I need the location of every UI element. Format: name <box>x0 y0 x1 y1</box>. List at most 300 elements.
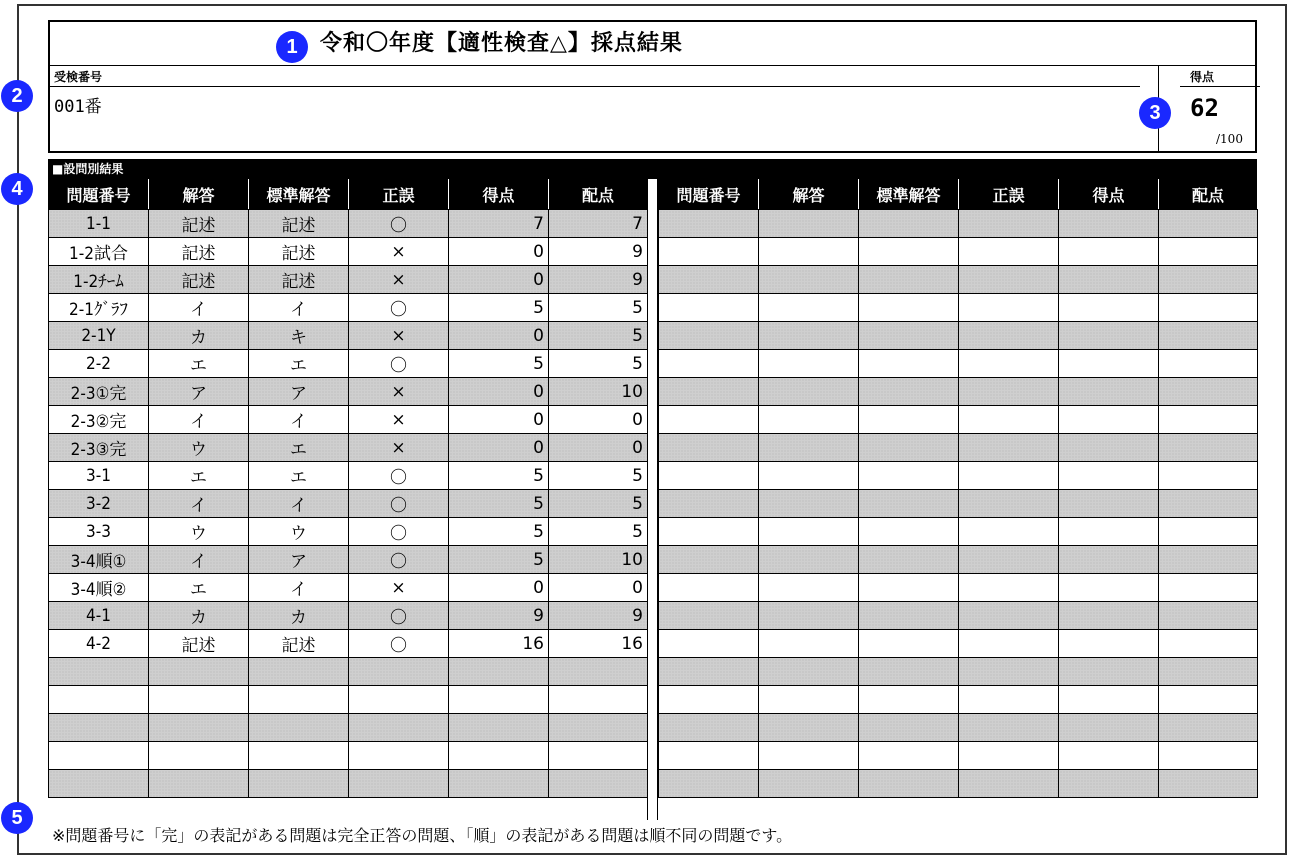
empty-cell <box>659 630 759 658</box>
column-header: 正誤 <box>349 180 449 210</box>
cell-q: 2-3③完 <box>49 434 149 462</box>
cell-standard: 記述 <box>249 630 349 658</box>
badge-4: 4 <box>1 173 33 205</box>
column-header: 配点 <box>1159 180 1258 210</box>
empty-cell <box>959 658 1059 686</box>
empty-cell <box>1159 350 1258 378</box>
empty-cell <box>659 686 759 714</box>
cell-answer: 記述 <box>149 630 249 658</box>
column-header: 正誤 <box>959 180 1059 210</box>
cell-score: 5 <box>449 462 549 490</box>
total-score-underline <box>1180 86 1260 87</box>
table-row <box>659 434 1258 462</box>
cell-score: 0 <box>449 378 549 406</box>
cell-standard: イ <box>249 574 349 602</box>
cell-points <box>549 686 648 714</box>
empty-cell <box>759 714 859 742</box>
footnote: ※問題番号に「完」の表記がある問題は完全正答の問題、「順」の表記がある問題は順不同の問題です。 <box>52 826 793 845</box>
cell-standard: 記述 <box>249 210 349 238</box>
empty-cell <box>859 630 959 658</box>
empty-cell <box>759 686 859 714</box>
cell-standard: ア <box>249 378 349 406</box>
empty-cell <box>959 602 1059 630</box>
empty-cell <box>659 378 759 406</box>
cell-judge: × <box>349 322 449 350</box>
cell-points: 0 <box>549 406 648 434</box>
empty-cell <box>859 210 959 238</box>
badge-5: 5 <box>1 802 33 834</box>
badge-2: 2 <box>1 80 33 112</box>
cell-q: 4-2 <box>49 630 149 658</box>
cell-judge: × <box>349 238 449 266</box>
cell-answer: エ <box>149 462 249 490</box>
table-header-row <box>49 180 648 210</box>
cell-judge <box>349 714 449 742</box>
cell-answer: イ <box>149 490 249 518</box>
cell-points: 10 <box>549 378 648 406</box>
table-row <box>49 378 648 406</box>
table-row <box>659 238 1258 266</box>
empty-cell <box>959 210 1059 238</box>
cell-points <box>549 714 648 742</box>
empty-cell <box>759 490 859 518</box>
table-row <box>49 406 648 434</box>
cell-q: 1-1 <box>49 210 149 238</box>
cell-score: 7 <box>449 210 549 238</box>
empty-cell <box>1159 742 1258 770</box>
empty-cell <box>759 434 859 462</box>
cell-answer <box>149 686 249 714</box>
cell-standard: エ <box>249 434 349 462</box>
table-row <box>659 546 1258 574</box>
empty-cell <box>759 238 859 266</box>
cell-points: 9 <box>549 238 648 266</box>
empty-cell <box>759 602 859 630</box>
cell-judge: × <box>349 574 449 602</box>
cell-q: 1-2試合 <box>49 238 149 266</box>
empty-cell <box>659 714 759 742</box>
empty-cell <box>659 770 759 798</box>
empty-cell <box>759 322 859 350</box>
empty-cell <box>759 462 859 490</box>
cell-q <box>49 770 149 798</box>
cell-judge <box>349 770 449 798</box>
cell-judge: 〇 <box>349 210 449 238</box>
table-header-row <box>659 180 1258 210</box>
empty-cell <box>859 378 959 406</box>
empty-cell <box>959 238 1059 266</box>
table-row <box>49 686 648 714</box>
cell-q: 2-2 <box>49 350 149 378</box>
column-header: 問題番号 <box>49 180 149 210</box>
empty-cell <box>859 462 959 490</box>
cell-points: 5 <box>549 490 648 518</box>
cell-q: 1-2ﾁｰﾑ <box>49 266 149 294</box>
table-row <box>659 322 1258 350</box>
cell-answer: イ <box>149 294 249 322</box>
empty-cell <box>759 630 859 658</box>
empty-cell <box>1159 770 1258 798</box>
empty-cell <box>959 546 1059 574</box>
empty-cell <box>1159 518 1258 546</box>
table-row <box>659 406 1258 434</box>
column-header: 標準解答 <box>249 180 349 210</box>
column-header: 得点 <box>449 180 549 210</box>
table-row <box>49 210 648 238</box>
cell-q <box>49 714 149 742</box>
cell-judge: 〇 <box>349 294 449 322</box>
cell-standard <box>249 714 349 742</box>
empty-cell <box>959 742 1059 770</box>
empty-cell <box>659 462 759 490</box>
table-row <box>49 350 648 378</box>
cell-judge: 〇 <box>349 630 449 658</box>
empty-cell <box>1159 406 1258 434</box>
table-row <box>49 630 648 658</box>
cell-judge: 〇 <box>349 350 449 378</box>
table-row <box>659 490 1258 518</box>
table-row <box>659 574 1258 602</box>
column-header: 配点 <box>549 180 648 210</box>
empty-cell <box>659 518 759 546</box>
empty-cell <box>1059 322 1159 350</box>
exam-number-underline <box>50 86 1140 87</box>
cell-q: 3-4順① <box>49 546 149 574</box>
total-score-max: /100 <box>1216 132 1243 146</box>
results-table-left <box>48 179 648 798</box>
cell-score: 5 <box>449 518 549 546</box>
empty-cell <box>659 490 759 518</box>
cell-standard: ア <box>249 546 349 574</box>
cell-q <box>49 658 149 686</box>
cell-answer <box>149 742 249 770</box>
cell-points: 5 <box>549 322 648 350</box>
cell-q: 2-1Y <box>49 322 149 350</box>
cell-points <box>549 742 648 770</box>
empty-cell <box>859 406 959 434</box>
empty-cell <box>859 546 959 574</box>
table-row <box>49 434 648 462</box>
cell-answer: 記述 <box>149 266 249 294</box>
cell-points: 9 <box>549 602 648 630</box>
empty-cell <box>759 378 859 406</box>
empty-cell <box>1059 266 1159 294</box>
empty-cell <box>1159 462 1258 490</box>
table-row <box>49 518 648 546</box>
cell-standard: イ <box>249 490 349 518</box>
empty-cell <box>1059 210 1159 238</box>
cell-answer: イ <box>149 406 249 434</box>
empty-cell <box>1059 658 1159 686</box>
empty-cell <box>759 518 859 546</box>
empty-cell <box>1059 378 1159 406</box>
table-row <box>49 714 648 742</box>
empty-cell <box>959 350 1059 378</box>
result-header <box>48 20 1257 153</box>
cell-score: 16 <box>449 630 549 658</box>
empty-cell <box>859 350 959 378</box>
table-row <box>659 518 1258 546</box>
empty-cell <box>1059 686 1159 714</box>
empty-cell <box>759 266 859 294</box>
cell-answer: カ <box>149 322 249 350</box>
table-row <box>49 602 648 630</box>
results-table-right <box>658 179 1258 798</box>
cell-answer: ウ <box>149 518 249 546</box>
cell-score: 0 <box>449 574 549 602</box>
empty-cell <box>1159 322 1258 350</box>
table-row <box>659 714 1258 742</box>
cell-score: 0 <box>449 238 549 266</box>
table-row <box>659 462 1258 490</box>
page-title: 令和〇年度【適性検査△】採点結果 <box>50 22 1255 66</box>
table-row <box>659 210 1258 238</box>
table-row <box>49 294 648 322</box>
table-row <box>49 658 648 686</box>
cell-q: 3-4順② <box>49 574 149 602</box>
empty-cell <box>659 602 759 630</box>
empty-cell <box>659 546 759 574</box>
empty-cell <box>1159 630 1258 658</box>
empty-cell <box>659 238 759 266</box>
cell-standard: キ <box>249 322 349 350</box>
cell-q: 4-1 <box>49 602 149 630</box>
table-row <box>659 294 1258 322</box>
table-row <box>49 546 648 574</box>
cell-standard <box>249 770 349 798</box>
cell-score <box>449 658 549 686</box>
empty-cell <box>1159 714 1258 742</box>
column-header: 標準解答 <box>859 180 959 210</box>
cell-judge <box>349 742 449 770</box>
cell-judge: × <box>349 378 449 406</box>
cell-answer <box>149 658 249 686</box>
cell-q: 3-1 <box>49 462 149 490</box>
empty-cell <box>859 742 959 770</box>
cell-points: 5 <box>549 350 648 378</box>
empty-cell <box>959 490 1059 518</box>
empty-cell <box>759 406 859 434</box>
cell-points: 0 <box>549 574 648 602</box>
cell-score: 0 <box>449 322 549 350</box>
table-row <box>659 378 1258 406</box>
cell-score: 0 <box>449 266 549 294</box>
table-row <box>49 238 648 266</box>
cell-judge: 〇 <box>349 602 449 630</box>
cell-judge: 〇 <box>349 462 449 490</box>
badge-3: 3 <box>1139 97 1171 129</box>
table-row <box>659 658 1258 686</box>
empty-cell <box>659 434 759 462</box>
empty-cell <box>759 210 859 238</box>
cell-judge: × <box>349 406 449 434</box>
empty-cell <box>859 574 959 602</box>
section-title: ■設問別結果 <box>48 159 1257 179</box>
empty-cell <box>1159 574 1258 602</box>
cell-answer: ウ <box>149 434 249 462</box>
empty-cell <box>659 322 759 350</box>
empty-cell <box>959 266 1059 294</box>
table-row <box>49 322 648 350</box>
table-row <box>659 630 1258 658</box>
empty-cell <box>1059 602 1159 630</box>
empty-cell <box>1159 266 1258 294</box>
cell-score <box>449 686 549 714</box>
empty-cell <box>659 350 759 378</box>
cell-standard <box>249 658 349 686</box>
cell-points: 5 <box>549 294 648 322</box>
empty-cell <box>959 686 1059 714</box>
cell-standard: エ <box>249 462 349 490</box>
empty-cell <box>859 294 959 322</box>
empty-cell <box>659 742 759 770</box>
column-header: 解答 <box>759 180 859 210</box>
cell-score: 5 <box>449 490 549 518</box>
cell-q <box>49 742 149 770</box>
cell-score: 0 <box>449 434 549 462</box>
cell-standard: 記述 <box>249 266 349 294</box>
cell-judge: × <box>349 266 449 294</box>
column-header: 得点 <box>1059 180 1159 210</box>
column-header: 解答 <box>149 180 249 210</box>
cell-q: 2-3②完 <box>49 406 149 434</box>
empty-cell <box>959 294 1059 322</box>
empty-cell <box>1059 350 1159 378</box>
empty-cell <box>659 266 759 294</box>
empty-cell <box>859 490 959 518</box>
cell-score <box>449 770 549 798</box>
table-divider <box>647 179 658 820</box>
empty-cell <box>759 658 859 686</box>
cell-standard <box>249 686 349 714</box>
empty-cell <box>859 770 959 798</box>
empty-cell <box>959 462 1059 490</box>
empty-cell <box>659 210 759 238</box>
empty-cell <box>1059 294 1159 322</box>
empty-cell <box>959 406 1059 434</box>
empty-cell <box>859 266 959 294</box>
column-header: 問題番号 <box>659 180 759 210</box>
cell-points: 7 <box>549 210 648 238</box>
cell-judge: × <box>349 434 449 462</box>
empty-cell <box>759 742 859 770</box>
cell-points: 0 <box>549 434 648 462</box>
empty-cell <box>1159 658 1258 686</box>
empty-cell <box>859 714 959 742</box>
cell-q: 2-3①完 <box>49 378 149 406</box>
cell-score <box>449 742 549 770</box>
empty-cell <box>1159 210 1258 238</box>
empty-cell <box>859 238 959 266</box>
table-row <box>49 742 648 770</box>
cell-score: 9 <box>449 602 549 630</box>
cell-standard: エ <box>249 350 349 378</box>
empty-cell <box>1059 434 1159 462</box>
empty-cell <box>959 630 1059 658</box>
cell-points: 5 <box>549 462 648 490</box>
empty-cell <box>759 350 859 378</box>
cell-standard: カ <box>249 602 349 630</box>
empty-cell <box>959 770 1059 798</box>
empty-cell <box>759 770 859 798</box>
empty-cell <box>1159 490 1258 518</box>
cell-answer: 記述 <box>149 210 249 238</box>
empty-cell <box>859 434 959 462</box>
cell-score: 5 <box>449 294 549 322</box>
cell-answer: カ <box>149 602 249 630</box>
cell-points: 9 <box>549 266 648 294</box>
empty-cell <box>759 546 859 574</box>
empty-cell <box>1059 462 1159 490</box>
table-row <box>659 602 1258 630</box>
empty-cell <box>659 658 759 686</box>
cell-judge <box>349 686 449 714</box>
cell-points <box>549 658 648 686</box>
table-row <box>49 266 648 294</box>
table-row <box>49 490 648 518</box>
empty-cell <box>1059 574 1159 602</box>
cell-score: 0 <box>449 406 549 434</box>
cell-answer: ア <box>149 378 249 406</box>
table-row <box>659 266 1258 294</box>
empty-cell <box>1159 294 1258 322</box>
cell-q: 2-1ｸﾞﾗﾌ <box>49 294 149 322</box>
table-row <box>49 462 648 490</box>
empty-cell <box>859 602 959 630</box>
exam-number-label: 受検番号 <box>54 70 103 84</box>
table-row <box>659 350 1258 378</box>
empty-cell <box>959 518 1059 546</box>
cell-answer: 記述 <box>149 238 249 266</box>
empty-cell <box>859 518 959 546</box>
empty-cell <box>759 574 859 602</box>
empty-cell <box>1059 742 1159 770</box>
cell-standard: ウ <box>249 518 349 546</box>
cell-answer: イ <box>149 546 249 574</box>
empty-cell <box>1059 770 1159 798</box>
empty-cell <box>1159 378 1258 406</box>
empty-cell <box>959 378 1059 406</box>
cell-points <box>549 770 648 798</box>
cell-answer: エ <box>149 574 249 602</box>
empty-cell <box>659 294 759 322</box>
table-row <box>659 742 1258 770</box>
cell-answer <box>149 714 249 742</box>
cell-q <box>49 686 149 714</box>
table-row <box>659 770 1258 798</box>
cell-q: 3-2 <box>49 490 149 518</box>
cell-score <box>449 714 549 742</box>
cell-points: 10 <box>549 546 648 574</box>
cell-answer <box>149 770 249 798</box>
cell-score: 5 <box>449 350 549 378</box>
empty-cell <box>1159 602 1258 630</box>
empty-cell <box>1059 546 1159 574</box>
empty-cell <box>959 322 1059 350</box>
empty-cell <box>1159 238 1258 266</box>
empty-cell <box>1059 714 1159 742</box>
exam-number-value: 001番 <box>54 97 102 117</box>
empty-cell <box>1159 546 1258 574</box>
empty-cell <box>1159 686 1258 714</box>
table-row <box>49 574 648 602</box>
empty-cell <box>1059 490 1159 518</box>
cell-standard <box>249 742 349 770</box>
empty-cell <box>859 658 959 686</box>
cell-standard: 記述 <box>249 238 349 266</box>
cell-judge: 〇 <box>349 518 449 546</box>
table-row <box>49 770 648 798</box>
